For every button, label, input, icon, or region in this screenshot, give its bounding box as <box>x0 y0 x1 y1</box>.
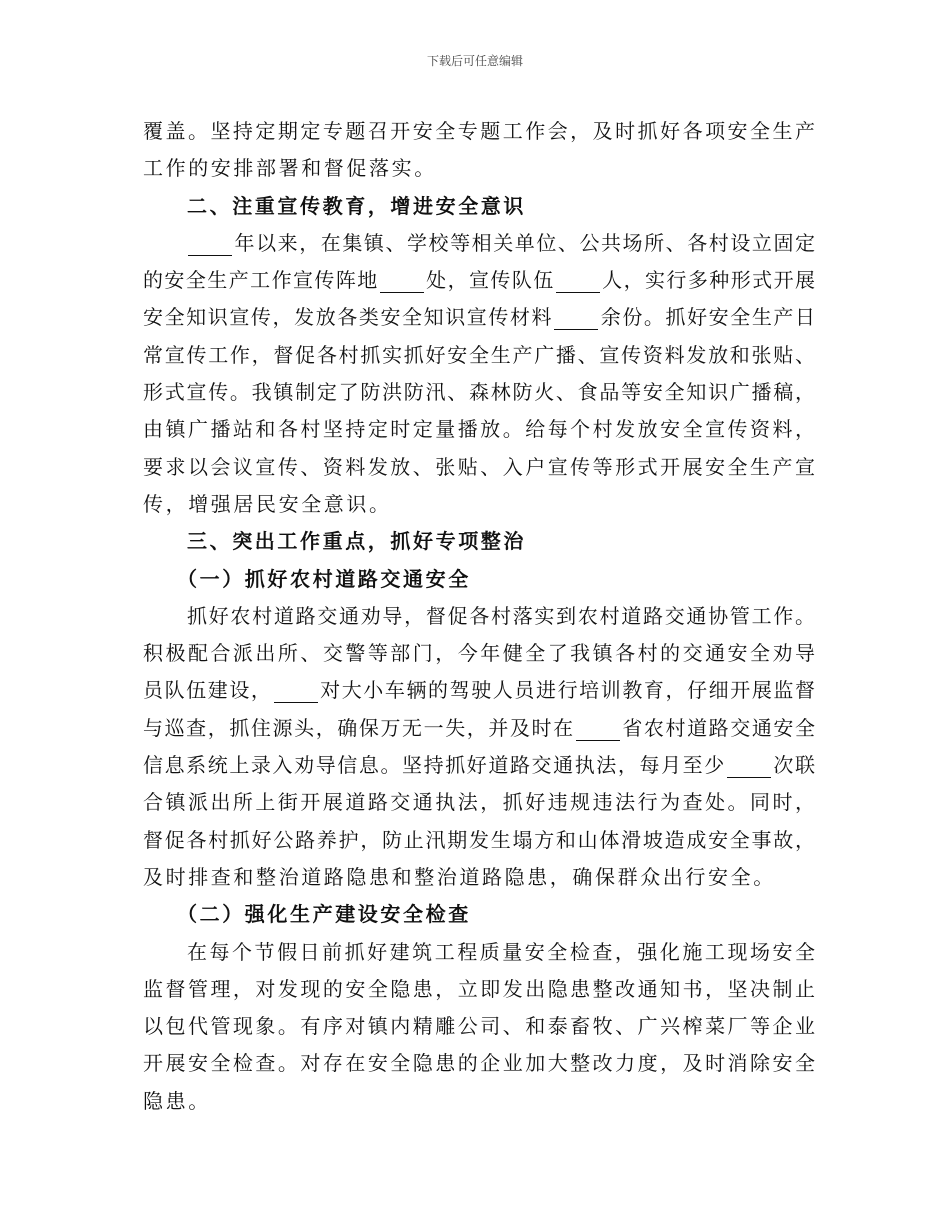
body-line: 传，增强居民安全意识。 <box>143 491 392 516</box>
body-line: 安全知识宣传，发放各类安全知识宣传材料 余份。抓好安全生产日 <box>143 305 816 330</box>
body-line: 以包代管现象。有序对镇内精雕公司、和泰畜牧、广兴榨菜厂等企业 <box>143 1014 815 1039</box>
fill-blank <box>274 680 318 703</box>
body-line: 形式宣传。我镇制定了防洪防汛、森林防火、食品等安全知识广播稿， <box>143 380 815 405</box>
fill-blank <box>380 270 424 293</box>
body-line: 的安全生产工作宣传阵地 处，宣传队伍 人，实行多种形式开展 <box>143 268 816 293</box>
body-line: 督促各村抓好公路养护，防止汛期发生塌方和山体滑坡造成安全事故， <box>143 827 815 852</box>
section-heading: 三、突出工作重点，抓好专项整治 <box>187 529 526 554</box>
body-line: 员队伍建设， 对大小车辆的驾驶人员进行培训教育，仔细开展监督 <box>143 678 816 703</box>
body-line: 与巡查，抓住源头，确保万无一失，并及时在 省农村道路交通安全 <box>143 715 816 740</box>
body-line: 常宣传工作，督促各村抓实抓好安全生产广播、宣传资料发放和张贴、 <box>143 342 815 367</box>
body-line: 合镇派出所上街开展道路交通执法，抓好违规违法行为查处。同时， <box>143 790 815 815</box>
subsection-heading: （一）抓好农村道路交通安全 <box>177 566 471 591</box>
body-line: 由镇广播站和各村坚持定时定量播放。给每个村发放安全宣传资料， <box>143 417 815 442</box>
section-heading: 二、注重宣传教育，增进安全意识 <box>187 193 526 218</box>
body-line: 抓好农村道路交通劝导，督促各村落实到农村道路交通协管工作。 <box>187 603 815 628</box>
page-header: 下载后可任意编辑 <box>426 54 523 68</box>
subsection-heading: （二）强化生产建设安全检查 <box>177 902 471 927</box>
body-line: 工作的安排部署和督促落实。 <box>143 156 437 181</box>
body-line: 及时排查和整治道路隐患和整治道路隐患，确保群众出行安全。 <box>143 864 776 889</box>
body-line: 积极配合派出所、交警等部门，今年健全了我镇各村的交通安全劝导 <box>143 641 815 666</box>
document-body <box>143 113 815 1120</box>
fill-blank <box>188 233 232 256</box>
body-line: 年以来，在集镇、学校等相关单位、公共场所、各村设立固定 <box>143 225 815 262</box>
fill-blank <box>556 270 600 293</box>
body-line: 信息系统上录入劝导信息。坚持抓好道路交通执法，每月至少 次联 <box>143 753 816 778</box>
body-line: 在每个节假日前抓好建筑工程质量安全检查，强化施工现场安全 <box>187 939 815 964</box>
fill-blank <box>554 307 598 330</box>
body-line: 要求以会议宣传、资料发放、张贴、入户宣传等形式开展安全生产宣 <box>143 454 815 479</box>
fill-blank <box>576 718 620 741</box>
body-line: 覆盖。坚持定期定专题召开安全专题工作会，及时抓好各项安全生产 <box>143 119 815 143</box>
fill-blank <box>727 755 771 778</box>
body-line: 隐患。 <box>143 1088 211 1113</box>
body-line: 监督管理，对发现的安全隐患，立即发出隐患整改通知书，坚决制止 <box>143 976 815 1001</box>
body-line: 开展安全检查。对存在安全隐患的企业加大整改力度，及时消除安全 <box>143 1051 815 1076</box>
